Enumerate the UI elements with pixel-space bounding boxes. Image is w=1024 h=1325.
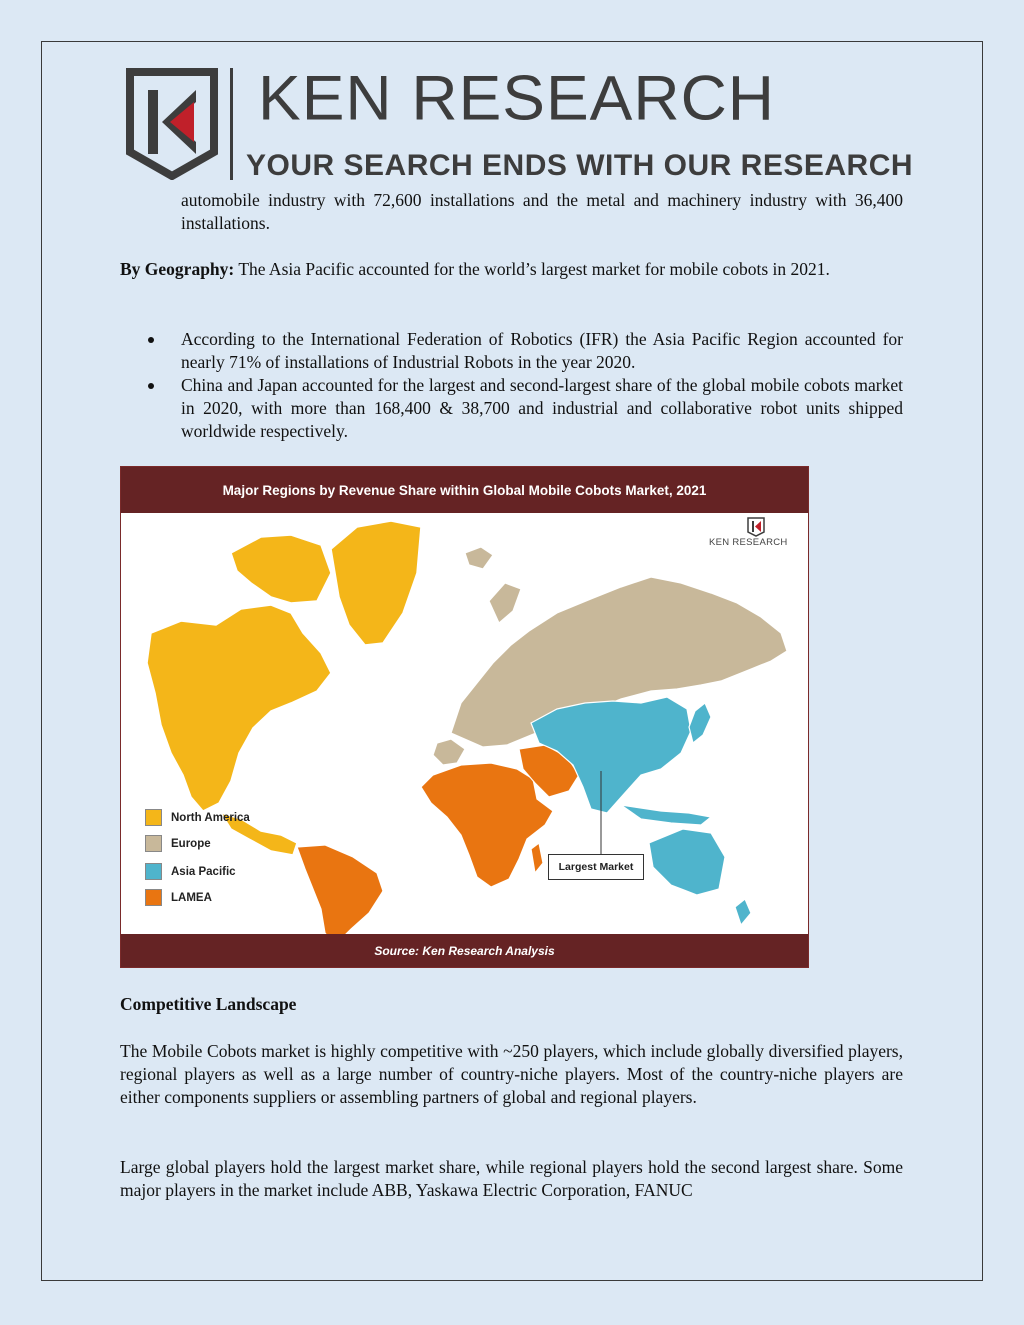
legend-label: Asia Pacific: [171, 865, 236, 878]
legend-swatch: [145, 809, 162, 826]
ken-research-mini-emblem-icon: [747, 517, 765, 537]
bullet-dot: [148, 383, 154, 389]
region-lamea: [297, 745, 579, 935]
figure-brand: KEN RESEARCH: [709, 537, 788, 548]
logo-name: KEN RESEARCH: [258, 62, 775, 134]
geography-text: The Asia Pacific accounted for the world’s largest market for mobile cobots in 2021.: [238, 259, 830, 279]
logo-tagline: YOUR SEARCH ENDS WITH OUR RESEARCH: [246, 149, 914, 182]
competitive-paragraph-1: The Mobile Cobots market is highly competitive with ~250 players, which include globally diversified players, regional players as well as a large number of country-niche players. Most of the country-niche players are either components suppliers or assembling partners of global and regional players.: [120, 1041, 903, 1107]
legend-label: LAMEA: [171, 891, 212, 904]
geography-bullet-2: China and Japan accounted for the largest and second-largest share of the global mobile cobots market in 2020, with more than 168,400 & 38,700 and industrial and collaborative robot units shipped worldwide respectively.: [181, 375, 903, 441]
revenue-share-map-figure: [120, 466, 809, 968]
largest-market-callout: Largest Market: [548, 854, 644, 880]
legend-label: North America: [171, 811, 250, 824]
geography-label: By Geography:: [120, 259, 235, 279]
ken-research-emblem-icon: [126, 68, 218, 180]
geography-bullet-1: According to the International Federation of Robotics (IFR) the Asia Pacific Region accounted for nearly 71% of installations of Industrial Robots in the year 2020.: [181, 329, 903, 372]
region-asia-pacific: [531, 697, 751, 925]
intro-text: automobile industry with 72,600 installations and the metal and machinery industry with 36,400 installations.: [181, 190, 903, 233]
figure-source: Source: Ken Research Analysis: [121, 934, 808, 967]
competitive-paragraph-2: Large global players hold the largest market share, while regional players hold the second largest share. Some major players in the market include ABB, Yaskawa Electric Corporation, FANUC: [120, 1157, 903, 1200]
legend-item-europe: [145, 835, 211, 852]
legend-swatch: [145, 889, 162, 906]
bullet-dot: [148, 337, 154, 343]
legend-item-north-america: [145, 809, 250, 826]
legend-item-lamea: [145, 889, 212, 906]
legend-item-asia-pacific: [145, 863, 236, 880]
competitive-heading: Competitive Landscape: [120, 994, 297, 1014]
region-north-america: [147, 521, 421, 855]
geography-paragraph: [120, 258, 903, 281]
legend-swatch: [145, 863, 162, 880]
legend-swatch: [145, 835, 162, 852]
legend-label: Europe: [171, 837, 211, 850]
figure-title: Major Regions by Revenue Share within Global Mobile Cobots Market, 2021: [121, 467, 808, 513]
logo-divider: [230, 68, 233, 180]
